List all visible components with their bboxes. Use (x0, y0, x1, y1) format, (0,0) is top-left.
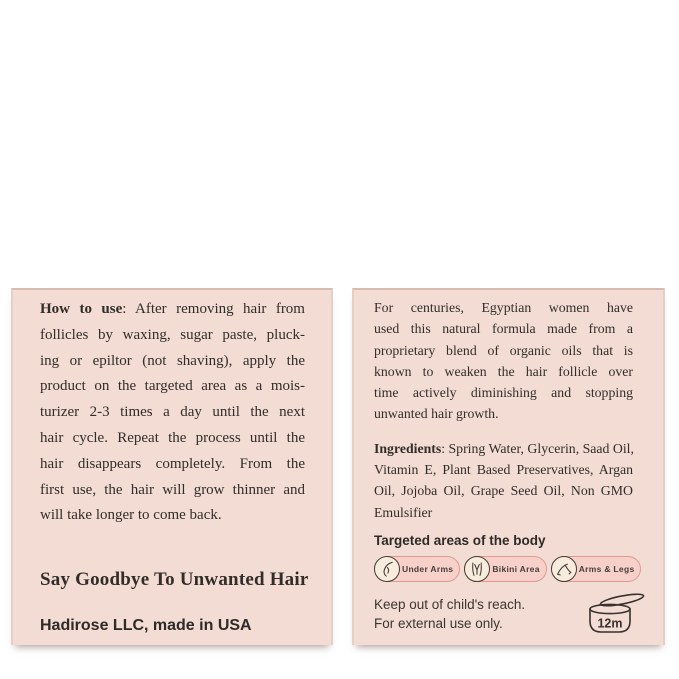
targeted-areas-heading: Targeted areas of the body (374, 532, 546, 548)
badge-arms-legs (551, 556, 642, 582)
text-line: Vitamin E, Plant Based Preservatives, Argan (374, 462, 633, 478)
text-line: For centuries, Egyptian women have (374, 300, 633, 315)
how-to-use-lead-text: : After removing hair from (122, 301, 305, 317)
warning-line: Keep out of child's reach. (374, 596, 526, 612)
badge-label: Bikini Area (492, 563, 540, 574)
text-line: turizer 2-3 times a day until the next (40, 404, 305, 421)
how-to-use-paragraph (40, 297, 305, 529)
text-line: product on the targeted area as a mois- (40, 378, 305, 395)
ingredients-lead-line (374, 438, 633, 459)
ingredients-lead-text: : Spring Water, Glycerin, Saad Oil, (441, 440, 634, 456)
text-line: hair disappears completely. From the (40, 455, 305, 472)
warning-line: For external use only. (374, 615, 503, 631)
badge-under-arms (374, 556, 460, 582)
arms-legs-icon (551, 556, 577, 582)
ingredients-paragraph (374, 438, 633, 523)
text-line: will take longer to come back. (40, 507, 222, 524)
tagline: Say Goodbye To Unwanted Hair (40, 569, 309, 591)
bikini-area-icon (464, 556, 490, 582)
story-paragraph (374, 297, 633, 425)
text-line: time actively diminishing and stopping (374, 385, 633, 401)
manufacturer-line: Hadirose LLC, made in USA (40, 617, 252, 635)
text-line: proprietary blend of organic oils that is (374, 342, 633, 358)
targeted-areas-badges (374, 556, 633, 582)
text-line: hair cycle. Repeat the process until the (40, 429, 305, 446)
text-line: follicles by waxing, sugar paste, pluck- (40, 326, 305, 343)
text-line: unwanted hair growth. (374, 406, 499, 422)
text-line: ing or epiltor (not shaving), apply the (40, 352, 305, 369)
text-line: Oil, Jojoba Oil, Grape Seed Oil, Non GMO (374, 483, 633, 499)
pao-jar-icon (583, 592, 647, 638)
badge-bikini-area (464, 556, 546, 582)
text-line: used this natural formula made from a (374, 321, 633, 337)
how-to-use-label: How to use (40, 301, 123, 317)
text-line: known to weaken the hair follicle over (374, 363, 633, 379)
underarm-icon (374, 556, 400, 582)
text-line: Emulsifier (374, 504, 433, 520)
badge-label: Arms & Legs (578, 563, 635, 574)
badge-label: Under Arms (402, 563, 454, 574)
pao-duration-label: 12m (597, 616, 623, 631)
warnings-block (374, 595, 584, 633)
ingredients-label: Ingredients (374, 440, 442, 456)
panel-how-to-use (11, 288, 333, 645)
how-to-use-lead-line (40, 297, 305, 323)
text-line: first use, the hair will grow thinner and (40, 481, 305, 498)
panel-product-info (352, 288, 665, 645)
